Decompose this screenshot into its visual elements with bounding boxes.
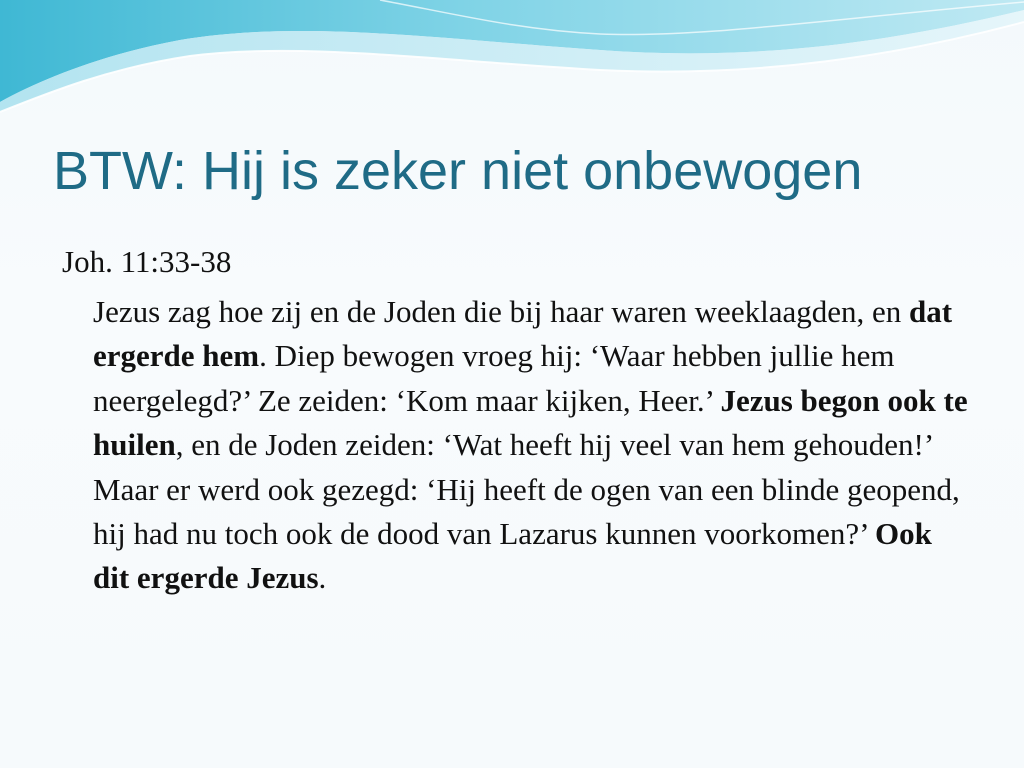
bible-passage (93, 290, 973, 601)
decorative-wave-header (0, 0, 1024, 120)
passage-segment: , en de Joden zeiden: ‘Wat heeft hij veel van hem gehouden!’ Maar er werd ook gezegd: ‘Hij heeft de ogen van een blinde geopend, hij had nu toch ook de dood van Lazarus kunnen voorkomen?’ (93, 427, 960, 552)
bible-reference: Joh. 11:33-38 (62, 244, 232, 279)
passage-segment-bold: Jezus begon ook te huilen (93, 382, 968, 463)
slide-title: BTW: Hij is zeker niet onbewogen (53, 141, 863, 201)
passage-segment-bold: Ook dit ergerde Jezus (93, 516, 932, 596)
passage-segment: Jezus zag hoe zij en de Joden die bij haar waren weeklaagden, en (93, 294, 909, 329)
passage-segment-bold: dat ergerde hem (93, 294, 953, 374)
passage-segment: . Diep bewogen vroeg hij: ‘Waar hebben jullie hem neergelegd?’ Ze zeiden: ‘Kom maar kijken, Heer.’ (93, 338, 895, 418)
passage-segment: . (318, 560, 327, 596)
slide-body (62, 240, 982, 601)
